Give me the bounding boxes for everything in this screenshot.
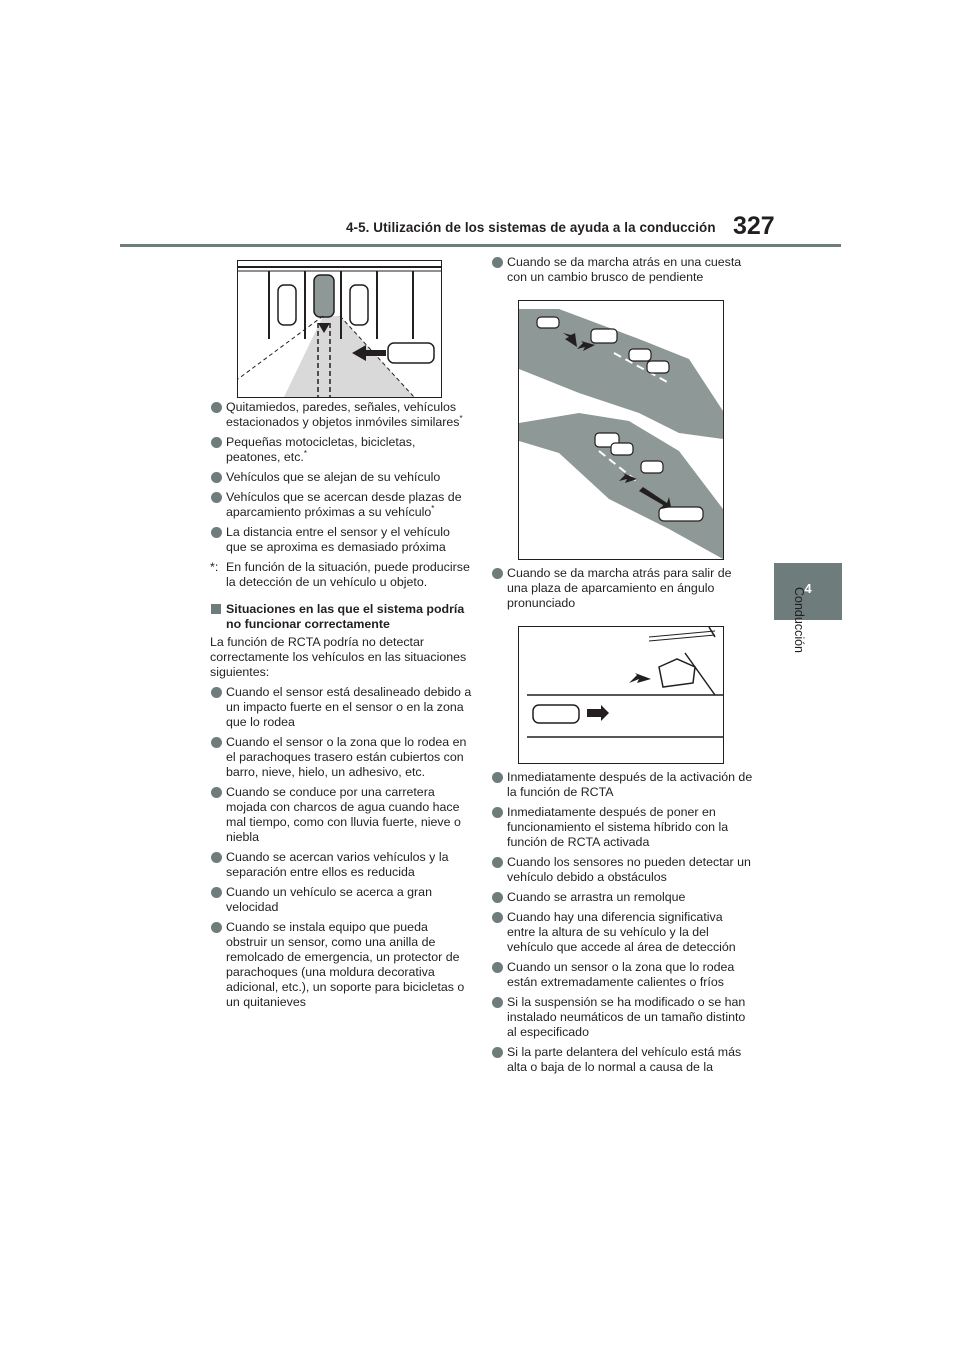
list-item: [491, 255, 753, 285]
right-column-top: [491, 255, 753, 290]
list-item: [210, 850, 472, 880]
list-item: [491, 855, 753, 885]
list-item-text: Cuando los sensores no pueden detectar un vehículo debido a obstáculos: [507, 855, 751, 884]
figure-angled-parking: [518, 626, 724, 764]
subheading-text: Situaciones en las que el sistema podría no funcionar correctamente: [226, 602, 465, 631]
list-item: [210, 400, 472, 430]
list-item-text: Vehículos que se alejan de su vehículo: [226, 470, 441, 484]
figure-parking-detection: [237, 260, 442, 398]
list-item-text: Cuando se da marcha atrás para salir de una plaza de aparcamiento en ángulo pronunciado: [507, 566, 732, 610]
lower-slope-road: [519, 413, 723, 559]
bullet-icon: [211, 402, 222, 413]
list-item-text: Vehículos que se acercan desde plazas de aparcamiento próximas a su vehículo: [226, 490, 462, 519]
bullet-icon: [211, 887, 222, 898]
slope-illustration: [519, 301, 723, 559]
bullet-icon: [492, 772, 503, 783]
bullet-icon: [492, 857, 503, 868]
list-item-text: Cuando un sensor o la zona que lo rodea están extremadamente calientes o fríos: [507, 960, 735, 989]
square-bullet-icon: [211, 604, 221, 614]
bullet-icon: [492, 997, 503, 1008]
bullet-icon: [211, 527, 222, 538]
footnote-mark: *:: [210, 560, 219, 574]
list-item: [210, 525, 472, 555]
list-item: [210, 685, 472, 730]
bullet-icon: [211, 737, 222, 748]
list-item-text: Cuando se instala equipo que pueda obstruir un sensor, como una anilla de remolcado de emergencia, un protector de parachoques (una moldura decorativa adicional, etc.), un soporte para bicicletas o un quitanieves: [226, 920, 465, 1009]
list-item: [210, 920, 472, 1010]
angled-parking-illustration: [519, 627, 723, 763]
intro-paragraph: La función de RCTA podría no detectar correctamente los vehículos en las situaciones siguientes:: [210, 635, 467, 679]
list-item: [491, 770, 753, 800]
list-item-text: Pequeñas motocicletas, bicicletas, peatones, etc.: [226, 435, 416, 464]
parking-illustration: [238, 261, 441, 397]
footnote-text: En función de la situación, puede producirse la detección de un vehículo u objeto.: [226, 560, 470, 589]
list-item-text: Cuando se conduce por una carretera mojada con charcos de agua cuando hace mal tiempo, como con lluvia fuerte, nieve o niebla: [226, 785, 461, 844]
passing-car: [533, 705, 579, 723]
right-column-bottom: [491, 770, 753, 1080]
list-item-text: Cuando el sensor está desalineado debido a un impacto fuerte en el sensor o en la zona que lo rodea: [226, 685, 472, 729]
bullet-icon: [211, 492, 222, 503]
footnote-ref: *: [303, 448, 307, 458]
list-item-text: Inmediatamente después de la activación de la función de RCTA: [507, 770, 753, 799]
header-divider: [120, 244, 841, 247]
list-item: [491, 995, 753, 1040]
list-item: [491, 1045, 753, 1075]
list-item-text: Cuando se da marcha atrás en una cuesta con un cambio brusco de pendiente: [507, 255, 742, 284]
list-item-text: Cuando hay una diferencia significativa entre la altura de su vehículo y la del vehículo que accede al área de detección: [507, 910, 736, 954]
list-item-text: Inmediatamente después de poner en funcionamiento el sistema híbrido con la función de RCTA activada: [507, 805, 729, 849]
chapter-label: Conducción: [792, 586, 806, 654]
list-item: [491, 890, 753, 905]
left-column: [210, 400, 472, 1015]
bullet-icon: [211, 787, 222, 798]
list-item: [491, 805, 753, 850]
subheading: [210, 602, 472, 632]
list-item: [491, 910, 753, 955]
footnote-ref: *: [459, 413, 463, 423]
list-item-text: Cuando se arrastra un remolque: [507, 890, 686, 904]
bullet-icon: [211, 852, 222, 863]
list-item-text: La distancia entre el sensor y el vehículo que se aproxima es demasiado próxima: [226, 525, 450, 554]
bullet-icon: [492, 257, 503, 268]
chapter-tab[interactable]: 4: [774, 563, 842, 620]
list-item: [210, 490, 472, 520]
right-arrow-icon: [587, 705, 609, 721]
list-item: [210, 785, 472, 845]
list-item-text: Cuando un vehículo se acerca a gran velocidad: [226, 885, 432, 914]
bullet-icon: [492, 1047, 503, 1058]
page-number: 327: [733, 212, 775, 240]
bullet-icon: [211, 687, 222, 698]
bullet-icon: [211, 437, 222, 448]
list-item-text: Quitamiedos, paredes, señales, vehículos estacionados y objetos inmóviles similares: [226, 400, 460, 429]
figure-slope: [518, 300, 724, 560]
bullet-icon: [492, 912, 503, 923]
bullet-icon: [492, 807, 503, 818]
bullet-icon: [492, 568, 503, 579]
list-item: [210, 435, 472, 465]
bullet-icon: [211, 922, 222, 933]
footnote: [210, 560, 472, 590]
list-item-text: Si la suspensión se ha modificado o se han instalado neumáticos de un tamaño distinto al especificado: [507, 995, 746, 1039]
bullet-icon: [492, 892, 503, 903]
list-item-text: Cuando se acercan varios vehículos y la separación entre ellos es reducida: [226, 850, 449, 879]
list-item: [210, 885, 472, 915]
section-title: 4-5. Utilización de los sistemas de ayuda a la conducción: [346, 220, 716, 235]
list-item: [491, 566, 753, 611]
own-vehicle: [314, 275, 334, 317]
list-item-text: Si la parte delantera del vehículo está más alta o baja de lo normal a causa de la: [507, 1045, 742, 1074]
bullet-icon: [492, 962, 503, 973]
list-item: [210, 735, 472, 780]
list-item: [210, 470, 472, 485]
list-item: [491, 960, 753, 990]
right-column-mid: [491, 566, 753, 616]
footnote-ref: *: [431, 503, 435, 513]
own-vehicle: [659, 659, 695, 687]
bullet-icon: [211, 472, 222, 483]
left-arrow-icon: [629, 673, 651, 683]
list-item-text: Cuando el sensor o la zona que lo rodea en el parachoques trasero están cubiertos con barro, nieve, hielo, un adhesivo, etc.: [226, 735, 467, 779]
